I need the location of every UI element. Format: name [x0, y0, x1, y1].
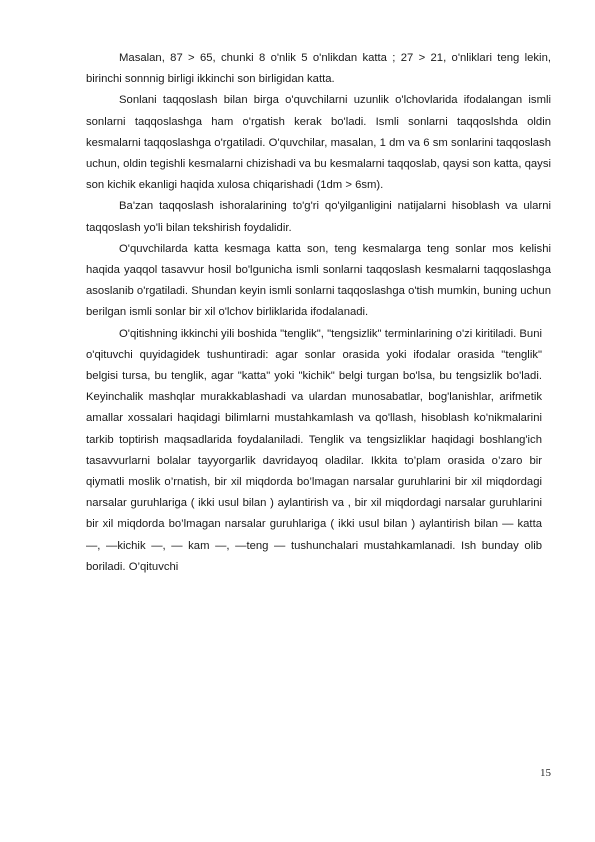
paragraph-segments: O'quvchilarda katta kesmaga katta son, teng kesmalarga teng sonlar mos kelishi haqida yaqqol tasavvur hosil bo'lgunicha ismli sonlarni taqqoslash kesmalarni taqqoslashga asoslanib o'rgatiladi. Shundan keyin ismli sonlarni taqqoslashga o'tish mumkin, buning uchun berilgan ismli sonlar bir xil o'lchov birliklarida ifodalanadi.: [86, 242, 551, 319]
paragraph-comparison-example: Masalan, 87 > 65, chunki 8 o'nlik 5 o'nlikdan katta ; 27 > 21, o'nliklari teng lekin, birinchi sonnnig birligi ikkinchi son birligidan katta.: [86, 52, 551, 86]
page-number: 15: [540, 767, 551, 779]
paragraph-equality-terms: O'qitishning ikkinchi yili boshida "tenglik", "tengsizlik" terminlarining o'zi kiritiladi. Buni o'qituvchi quyidagidek tushuntiradi: agar sonlar orasida yoki ifodalar orasida "tenglik" belgisi tursa, bu tenglik, agar "katta" yoki "kichik" belgi turgan bo'lsa, bu tengsizlik bo'ladi. Keyinchalik mashqlar murakkablashadi va ulardan munosabatlar, bog'lanishlar, arifmetik amallar xossalari haqidagi bilimlarni mustahkamlash va qo'llash, hisoblash ko'nikmalarini tarkib toptirish maqsadlarida foydalaniladi. Tenglik va tengsizliklar haqidagi boshlang'ich tasavvurlarni bolalar tayyorgarlik davridayoq oladilar. Ikkita to’plam orasida o’zaro bir qiymatli moslik o’rnatish, bir xil miqdorda bo’lmagan narsalar guruhlarini bir xil miqdordagi narsalar guruhlariga ( ikki usul bilan ) aylantirish va , bir xil miqdordagi narsalar guruhlarini bir xil miqdorda bo’lmagan narsalar guruhlariga ( ikki usul bilan ) aylantirish bilan ― katta ―, ―kichik ―, ― kam ―, ―teng ― tushunchalari mustahkamlanadi. Ish bunday olib boriladi. O’qituvchi: [86, 327, 542, 573]
paragraph-checking-signs: Ba'zan taqqoslash ishoralarining to'g'ri qo'yilganligini natijalarni hisoblash va ularni taqqoslash yo'li bilan tekshirish foydalidir.: [86, 200, 551, 234]
document-page: [86, 48, 551, 578]
paragraph-named-numbers: Sonlani taqqoslash bilan birga o'quvchilarni uzunlik o'lchovlarida ifodalangan ismli sonlarni taqqoslashga ham o'rgatish kerak bo'ladi. Ismli sonlarni taqqoslshda oldin kesmalarni taqqoslashga o'rgatiladi. O'quvchilar, masalan, 1 dm va 6 sm sonlarini taqqoslash uchun, oldin tegishli kesmalarni chizishadi va bu kesmalarni taqqoslab, qaysi son katta, qaysi son kichik ekanligi haqida xulosa chiqarishadi (1dm > 6sm).: [86, 94, 551, 192]
